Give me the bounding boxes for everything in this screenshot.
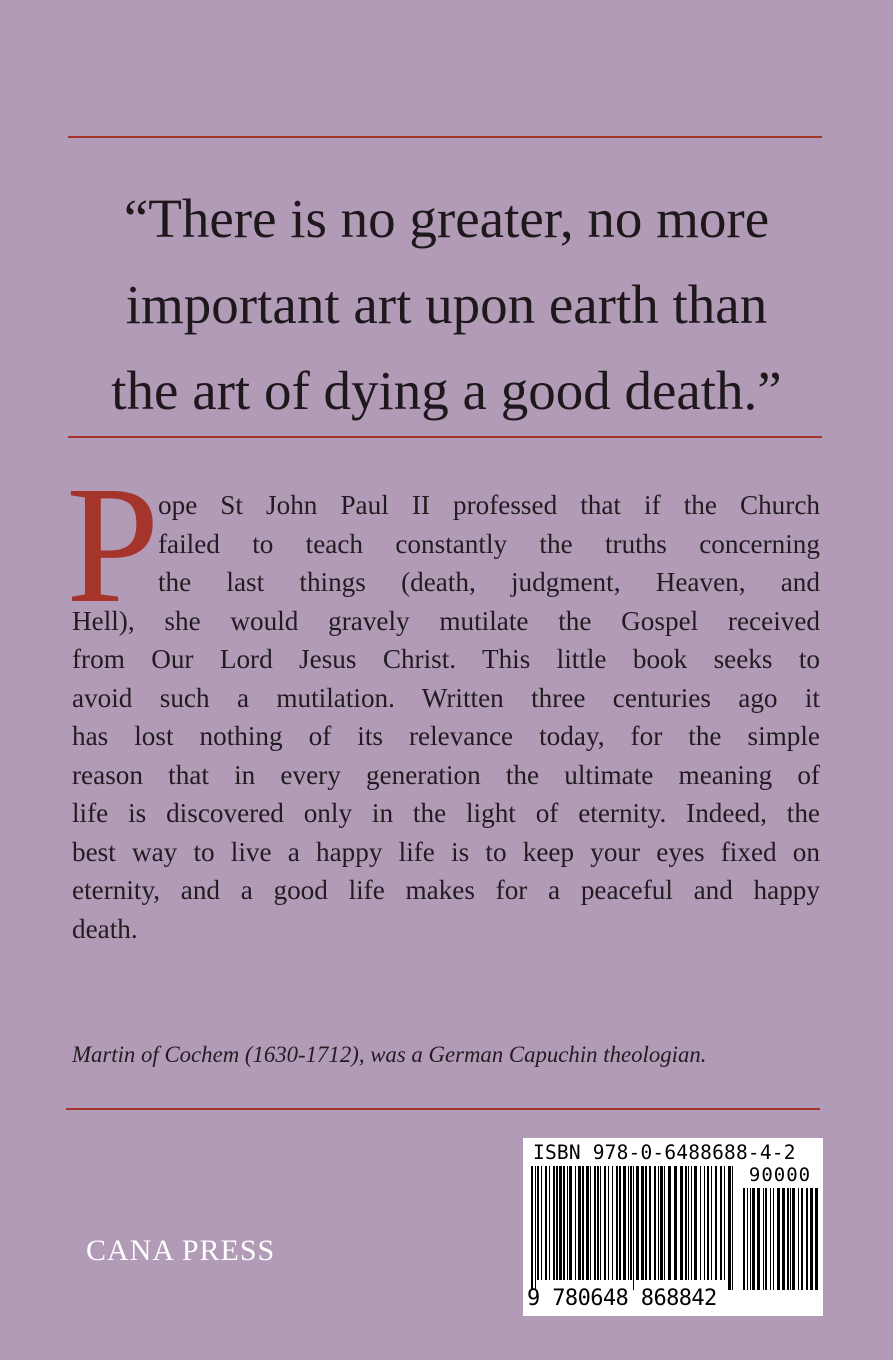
barcode-bars bbox=[529, 1166, 737, 1290]
barcode-bar bbox=[790, 1188, 791, 1290]
blurb-line: avoid such a mutilation. Written three centuries ago it bbox=[72, 682, 820, 713]
blurb-line: ope St John Paul II professed that if the Church bbox=[158, 490, 820, 520]
barcode-bar bbox=[711, 1166, 712, 1280]
barcode-bar bbox=[641, 1166, 644, 1280]
barcode-bar bbox=[815, 1188, 818, 1290]
barcode-bar bbox=[649, 1166, 651, 1280]
barcode-bar bbox=[600, 1166, 601, 1280]
barcode-bar bbox=[700, 1166, 701, 1280]
barcode-bar bbox=[531, 1166, 533, 1290]
blurb-line: the last things (death, judgment, Heaven, and bbox=[158, 567, 820, 597]
barcode-bar bbox=[787, 1188, 789, 1290]
quote-line-2: important art upon earth than bbox=[125, 274, 768, 335]
barcode-bar bbox=[569, 1166, 572, 1280]
barcode-bar bbox=[586, 1166, 589, 1280]
barcode-bar bbox=[541, 1166, 542, 1280]
top-divider bbox=[68, 136, 822, 138]
barcode-bar bbox=[694, 1166, 697, 1280]
barcode-bar bbox=[660, 1166, 663, 1280]
barcode-bar bbox=[597, 1166, 599, 1280]
blurb-line: from Our Lord Jesus Christ. This little book seeks to bbox=[72, 644, 820, 674]
barcode-bar bbox=[704, 1166, 705, 1280]
addon-code: 90000 bbox=[748, 1164, 812, 1186]
barcode-bar bbox=[604, 1166, 606, 1280]
barcode-bar bbox=[810, 1188, 813, 1290]
barcode-bar bbox=[636, 1166, 639, 1280]
barcode-bar bbox=[553, 1166, 555, 1280]
barcode-bar bbox=[628, 1166, 629, 1280]
barcode-bar bbox=[707, 1166, 709, 1280]
barcode-bar bbox=[747, 1188, 748, 1290]
barcode-bar bbox=[590, 1166, 591, 1280]
barcode-bar bbox=[763, 1188, 764, 1290]
blurb-line: life is discovered only in the light of eternity. Indeed, the bbox=[72, 798, 820, 828]
blurb-line: best way to live a happy life is to keep your eyes fixed on bbox=[72, 836, 820, 867]
barcode-bar bbox=[664, 1166, 665, 1280]
barcode-bar bbox=[757, 1188, 760, 1290]
barcode-bar bbox=[575, 1166, 576, 1280]
author-note: Martin of Cochem (1630-1712), was a German Capuchin theologian. bbox=[72, 1042, 707, 1067]
drop-cap: P bbox=[66, 452, 160, 638]
barcode-bar bbox=[728, 1166, 731, 1290]
isbn-label: ISBN 978-0-6488688-4-2 bbox=[533, 1141, 796, 1164]
barcode-bar bbox=[668, 1166, 671, 1280]
barcode-bar bbox=[545, 1166, 547, 1280]
blurb-line: eternity, and a good life makes for a peaceful and happy bbox=[72, 875, 820, 905]
barcode-bar bbox=[567, 1166, 568, 1280]
barcode-bar bbox=[752, 1188, 755, 1290]
barcode-bar bbox=[773, 1188, 774, 1290]
blurb-line: Hell), she would gravely mutilate the Gospel received bbox=[72, 605, 820, 636]
barcode-bar bbox=[777, 1188, 780, 1290]
ean-digits: 9 780648 868842 bbox=[527, 1286, 717, 1311]
quote-line-3: the art of dying a good death.” bbox=[111, 360, 782, 421]
barcode-bar bbox=[743, 1188, 745, 1290]
barcode-bar bbox=[645, 1166, 647, 1280]
barcode-bar bbox=[724, 1166, 725, 1280]
barcode-bar bbox=[765, 1188, 767, 1290]
barcode-bar bbox=[715, 1166, 717, 1280]
blurb-line: death. bbox=[72, 913, 138, 944]
barcode-bar bbox=[750, 1188, 751, 1290]
barcode-bar bbox=[798, 1188, 799, 1290]
barcode-bar bbox=[806, 1188, 808, 1290]
barcode-bar bbox=[619, 1166, 621, 1280]
blurb-line: failed to teach constantly the truths concerning bbox=[158, 528, 820, 559]
barcode-bar bbox=[578, 1166, 581, 1280]
barcode-bar bbox=[563, 1166, 565, 1280]
barcode-bar bbox=[537, 1166, 539, 1280]
addon-barcode-bars bbox=[741, 1188, 819, 1290]
barcode-bar bbox=[674, 1166, 677, 1280]
middle-divider bbox=[68, 436, 822, 438]
barcode-bar bbox=[792, 1188, 795, 1290]
barcode-bar bbox=[782, 1188, 785, 1290]
blurb-line: reason that in every generation the ultimate meaning of bbox=[72, 759, 820, 790]
barcode-bar bbox=[556, 1166, 558, 1280]
barcode-bar bbox=[582, 1166, 584, 1280]
publisher-name: CANA PRESS bbox=[86, 1234, 276, 1267]
blurb-paragraph bbox=[72, 486, 820, 948]
barcode-bar bbox=[770, 1188, 771, 1290]
barcode-bar bbox=[612, 1166, 613, 1280]
barcode-bar bbox=[654, 1166, 656, 1280]
barcode-bar bbox=[685, 1166, 687, 1280]
barcode-bar bbox=[658, 1166, 659, 1280]
quote-line-1: “There is no greater, no more bbox=[123, 188, 770, 249]
blurb-line: has lost nothing of its relevance today, for the simple bbox=[72, 721, 820, 751]
barcode-bar bbox=[535, 1166, 536, 1290]
barcode-bar bbox=[680, 1166, 683, 1280]
barcode-bar bbox=[549, 1166, 550, 1280]
barcode-bar bbox=[608, 1166, 609, 1280]
barcode-bar bbox=[691, 1166, 692, 1280]
barcode-bar bbox=[616, 1166, 618, 1280]
barcode-bar bbox=[559, 1166, 562, 1280]
barcode-bar bbox=[594, 1166, 596, 1280]
barcode-bar bbox=[720, 1166, 722, 1280]
barcode-bar bbox=[732, 1166, 733, 1290]
bottom-divider bbox=[66, 1108, 820, 1110]
barcode-bar bbox=[630, 1166, 632, 1280]
barcode bbox=[523, 1138, 823, 1316]
barcode-bar bbox=[623, 1166, 626, 1280]
barcode-bar bbox=[801, 1188, 803, 1290]
barcode-bar bbox=[688, 1166, 689, 1280]
pull-quote bbox=[60, 176, 833, 434]
barcode-bar bbox=[633, 1166, 634, 1290]
